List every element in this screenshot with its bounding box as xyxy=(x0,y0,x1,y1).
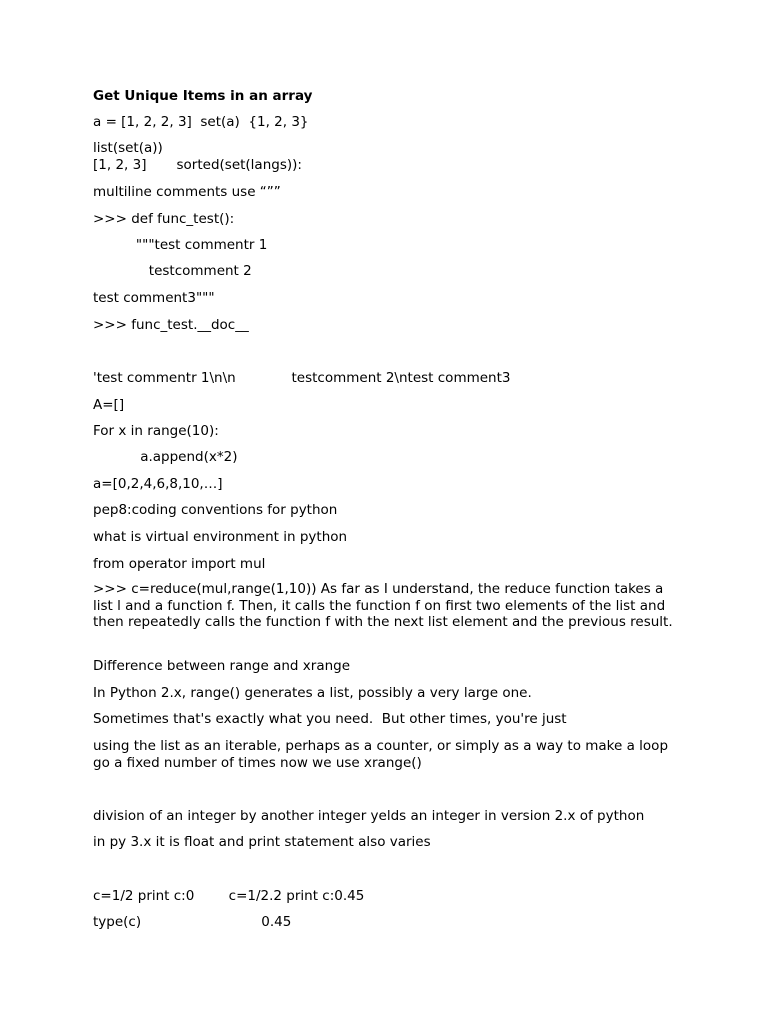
text-line: division of an integer by another integer yelds an integer in version 2.x of python xyxy=(93,808,645,824)
text-line: A=[] xyxy=(93,397,125,413)
text-line: """test commentr 1 xyxy=(93,237,268,253)
text-line: testcomment 2 xyxy=(93,263,252,279)
text-line: For x in range(10): xyxy=(93,423,219,439)
text-line: from operator import mul xyxy=(93,556,266,572)
text-line: >>> def func_test(): xyxy=(93,211,235,227)
text-line: multiline comments use “”” xyxy=(93,184,281,200)
text-line: [1, 2, 3] sorted(set(langs)): xyxy=(93,157,302,173)
text-line: 'test commentr 1\n\n testcomment 2\ntest comment3 xyxy=(93,370,511,386)
document-title: Get Unique Items in an array xyxy=(93,88,313,104)
text-line: In Python 2.x, range() generates a list, possibly a very large one. xyxy=(93,685,532,701)
text-line: c=1/2 print c:0 c=1/2.2 print c:0.45 xyxy=(93,888,365,904)
text-line: test comment3""" xyxy=(93,290,215,306)
text-line: type(c) 0.45 xyxy=(93,914,292,930)
text-line: Sometimes that's exactly what you need. But other times, you're just xyxy=(93,711,567,727)
text-line: pep8:coding conventions for python xyxy=(93,502,338,518)
text-line: a = [1, 2, 2, 3] set(a) {1, 2, 3} xyxy=(93,114,309,130)
text-line: >>> func_test.__doc__ xyxy=(93,317,249,333)
text-line: a=[0,2,4,6,8,10,…] xyxy=(93,476,223,492)
text-line: list(set(a)) xyxy=(93,140,163,156)
text-line: Difference between range and xrange xyxy=(93,658,351,674)
text-line: a.append(x*2) xyxy=(93,449,238,465)
text-paragraph: using the list as an iterable, perhaps as a counter, or simply as a way to make a loop go a fixed number of times now we use xrange() xyxy=(93,738,669,771)
text-paragraph: >>> c=reduce(mul,range(1,10)) As far as I understand, the reduce function takes a list l and a function f. Then, it calls the function f on first two elements of the list and then repeatedly calls the function f with the next list element and the previous result. xyxy=(93,581,673,631)
text-line: in py 3.x it is float and print statement also varies xyxy=(93,834,431,850)
text-line: what is virtual environment in python xyxy=(93,529,348,545)
